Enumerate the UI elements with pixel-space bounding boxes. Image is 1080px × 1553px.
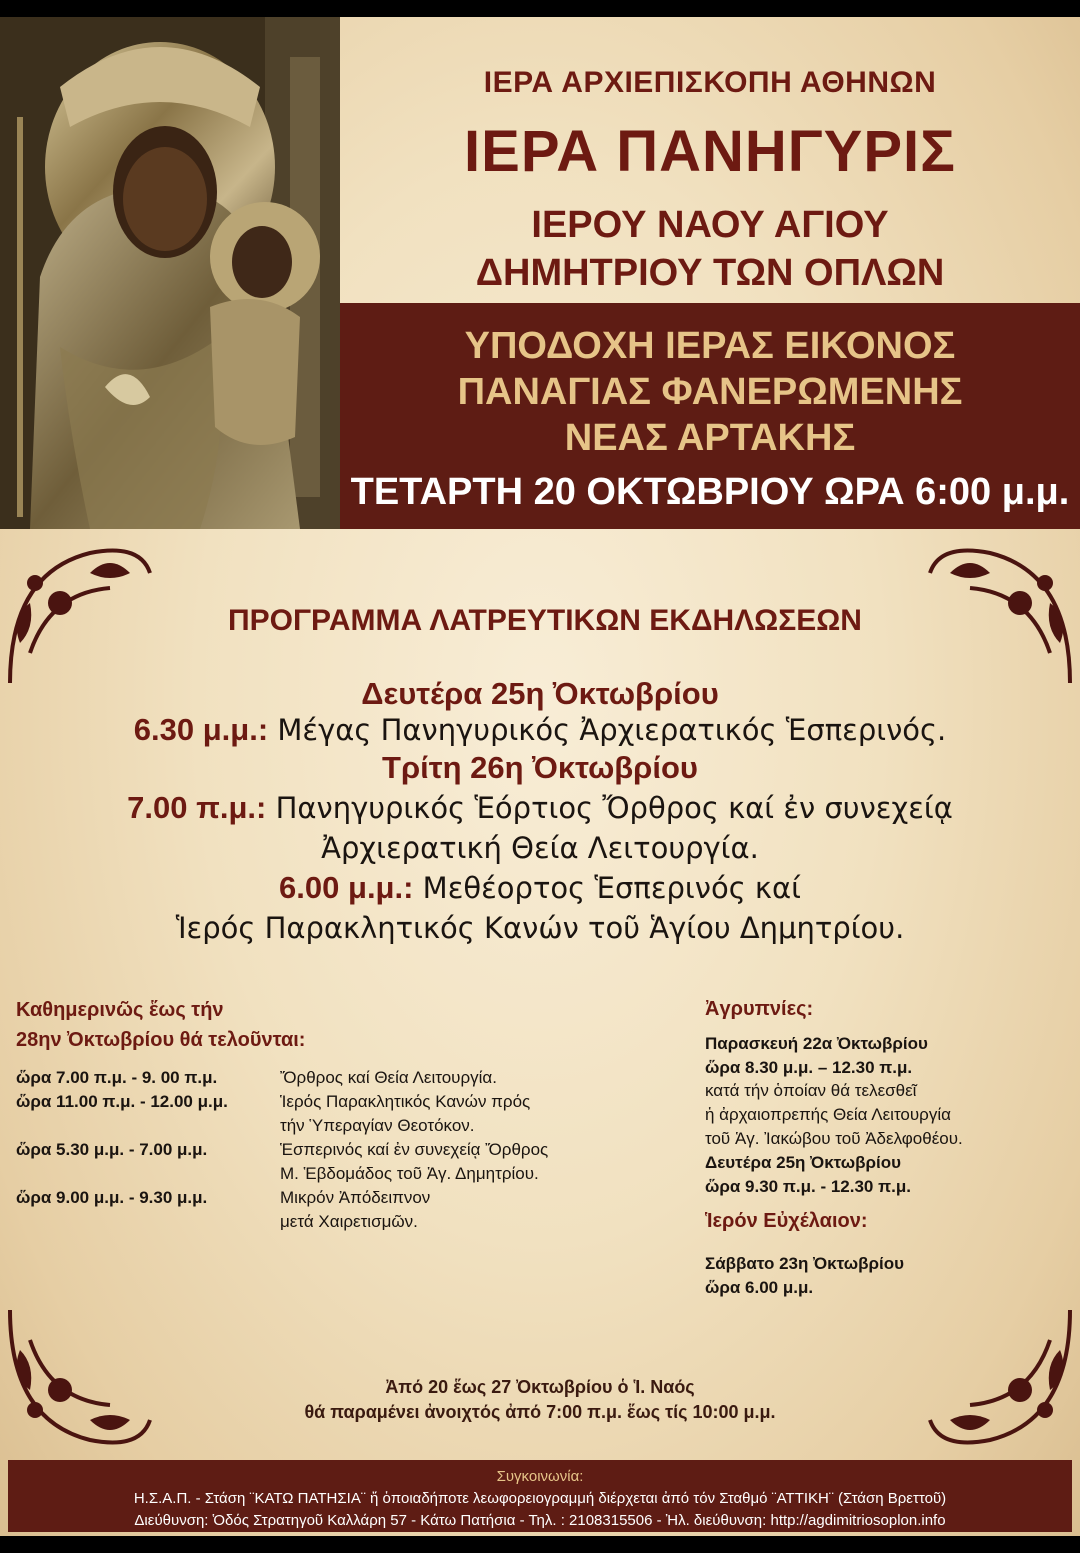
daily-service: τήν Ὑπεραγίαν Θεοτόκον.	[280, 1116, 475, 1135]
unction-day: Σάββατο 23η Ὀκτωβρίου	[705, 1254, 904, 1273]
service-line	[0, 712, 1080, 748]
reception-banner	[340, 303, 1080, 529]
footer-transport: Η.Σ.Α.Π. - Στάση ¨ΚΑΤΩ ΠΑΤΗΣΙΑ¨ ἤ ὁποιαδήποτε λεωφορειογραμμή διέρχεται ἀπό τόν Σταθμό ¨ΑΤΤΙΚΗ¨ (Στάση Βρεττοῦ)	[133, 1490, 947, 1507]
vigil-note: τοῦ Ἁγ. Ἰακώβου τοῦ Ἀδελφοθέου.	[705, 1129, 963, 1148]
vigil-day: Δευτέρα 25η Ὀκτωβρίου	[705, 1153, 902, 1172]
daily-time: ὥρα 9.00 μ.μ. - 9.30 μ.μ.	[16, 1188, 208, 1207]
banner-date-line: ΤΕΤΑΡΤΗ 20 ΟΚΤΩΒΡΙΟΥ ΩΡΑ 6:00 μ.μ.	[350, 471, 1070, 513]
unction-time: ὥρα 6.00 μ.μ.	[705, 1278, 814, 1297]
vigil-note: ἡ ἀρχαιοπρεπής Θεία Λειτουργία	[705, 1105, 951, 1124]
service-line	[0, 870, 1080, 906]
daily-time: ὥρα 5.30 μ.μ. - 7.00 μ.μ.	[16, 1140, 208, 1159]
top-bar	[0, 0, 1080, 17]
daily-heading: 28ην Ὀκτωβρίου θά τελοῦνται:	[16, 1029, 306, 1051]
vigil-note: κατά τήν ὁποίαν θά τελεσθεῖ	[705, 1081, 917, 1100]
daily-service: Μικρόν Ἀπόδειπνον	[280, 1188, 431, 1207]
daily-heading: Καθημερινῶς ἕως τήν	[16, 999, 224, 1021]
service-time: 6.00 μ.μ.:	[279, 870, 414, 905]
service-time: 6.30 μ.μ.:	[133, 712, 269, 747]
service-line-cont: Ἱερός Παρακλητικός Κανών τοῦ Ἁγίου Δημητρίου.	[175, 911, 905, 945]
day-heading: Τρίτη 26η Ὀκτωβρίου	[382, 750, 698, 785]
daily-service: Ἑσπερινός καί ἐν συνεχείᾳ Ὄρθρος	[280, 1140, 549, 1159]
footer-address: Διεύθυνση: Ὁδός Στρατηγοῦ Καλλάρη 57 - Κάτω Πατήσια - Τηλ. : 2108315506 - Ἠλ. διεύθυνση: http://agdimitriosoplon.info	[134, 1512, 946, 1529]
daily-service: Μ. Ἑβδομάδος τοῦ Ἁγ. Δημητρίου.	[280, 1164, 539, 1183]
temple-name-line2: ΔΗΜΗΤΡΙΟΥ ΤΩΝ ΟΠΛΩΝ	[475, 252, 945, 294]
unction-heading: Ἱερόν Εὐχέλαιον:	[705, 1210, 868, 1232]
page-title: ΙΕΡΑ ΠΑΝΗΓΥΡΙΣ	[464, 119, 956, 184]
banner-line3: ΝΕΑΣ ΑΡΤΑΚΗΣ	[564, 417, 856, 459]
banner-line2: ΠΑΝΑΓΙΑΣ ΦΑΝΕΡΩΜΕΝΗΣ	[457, 371, 963, 413]
service-text: Πανηγυρικός Ἑόρτιος Ὄρθρος καί ἐν συνεχείᾳ	[266, 791, 953, 825]
daily-service: μετά Χαιρετισμῶν.	[280, 1212, 418, 1231]
temple-name-line1: ΙΕΡΟΥ ΝΑΟΥ ΑΓΙΟΥ	[531, 204, 889, 246]
daily-service: Ἱερός Παρακλητικός Κανών πρός	[280, 1092, 531, 1111]
notice-line1: Ἀπό 20 ἕως 27 Ὀκτωβρίου ὁ Ἱ. Ναός	[385, 1377, 695, 1397]
vigil-time: ὥρα 8.30 μ.μ. – 12.30 π.μ.	[705, 1058, 913, 1077]
service-text: Μέγας Πανηγυρικός Ἀρχιερατικός Ἑσπερινός.	[268, 713, 947, 747]
opening-hours-notice	[0, 1375, 1080, 1425]
footer-heading: Συγκοινωνία:	[496, 1468, 584, 1485]
vigil-day: Παρασκευή 22α Ὀκτωβρίου	[705, 1034, 928, 1053]
service-line	[0, 790, 1080, 826]
service-line-cont: Ἀρχιερατική Θεία Λειτουργία.	[321, 831, 759, 865]
daily-service: Ὄρθρος καί Θεία Λειτουργία.	[280, 1068, 497, 1087]
banner-line1: ΥΠΟΔΟΧΗ ΙΕΡΑΣ ΕΙΚΟΝΟΣ	[464, 325, 956, 367]
service-time: 7.00 π.μ.:	[127, 790, 267, 825]
icon-of-virgin-mary	[0, 17, 340, 529]
notice-line2: θά παραμένει ἀνοιχτός ἀπό 7:00 π.μ. ἕως τίς 10:00 μ.μ.	[304, 1402, 776, 1422]
vigil-time: ὥρα 9.30 π.μ. - 12.30 π.μ.	[705, 1177, 911, 1196]
daily-time: ὥρα 11.00 π.μ. - 12.00 μ.μ.	[16, 1092, 228, 1111]
archdiocese-heading: ΙΕΡΑ ΑΡΧΙΕΠΙΣΚΟΠΗ ΑΘΗΝΩΝ	[483, 66, 937, 99]
bottom-bar	[0, 1536, 1080, 1553]
day-heading: Δευτέρα 25η Ὀκτωβρίου	[361, 676, 719, 711]
footer-info	[8, 1460, 1072, 1532]
vigils-heading: Ἀγρυπνίες:	[705, 998, 814, 1020]
service-text: Μεθέορτος Ἑσπερινός καί	[413, 871, 801, 905]
program-title: ΠΡΟΓΡΑΜΜΑ ΛΑΤΡΕΥΤΙΚΩΝ ΕΚΔΗΛΩΣΕΩΝ	[228, 604, 862, 637]
daily-time: ὥρα 7.00 π.μ. - 9. 00 π.μ.	[16, 1068, 218, 1087]
